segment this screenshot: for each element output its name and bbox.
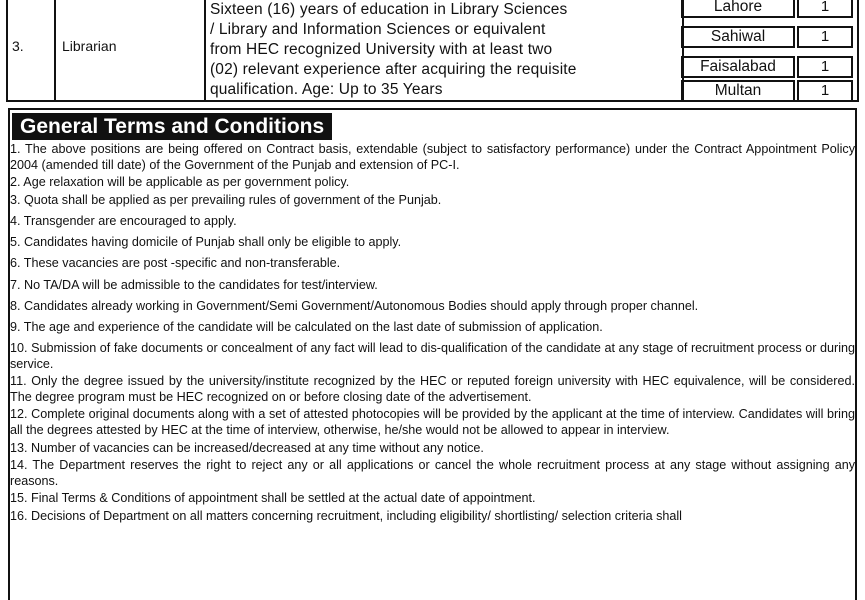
qualification-line: Sixteen (16) years of education in Library Sciences xyxy=(210,1,568,18)
post-title: Librarian xyxy=(62,38,117,54)
posts-count: 1 xyxy=(797,80,853,102)
term-item: 6. These vacancies are post -specific and non-transferable. xyxy=(10,256,341,271)
qualification-line: / Library and Information Sciences or equivalent xyxy=(210,21,546,38)
posts-count: 1 xyxy=(797,0,853,18)
section-heading: General Terms and Conditions xyxy=(12,113,332,140)
term-item: 15. Final Terms & Conditions of appointment shall be settled at the actual date of appointment. xyxy=(10,491,536,506)
term-item: 11. Only the degree issued by the university/institute recognized by the HEC or reputed foreign university with HEC equivalence, will be considered. The degree program must be HEC recognized on or before closing date of the advertisement. xyxy=(10,374,855,404)
term-item: 12. Complete original documents along with a set of attested photocopies will be provided by the applicant at the time of interview. Candidates will bring all the degrees attested by HEC at the time of interview, otherwise, he/she would not be allowed to appear in interview. xyxy=(10,407,855,438)
term-item: 16. Decisions of Department on all matters concerning recruitment, including eligibility/ shortlisting/ selection criteria shall xyxy=(10,509,682,524)
term-item: 14. The Department reserves the right to reject any or all applications or cancel the whole recruitment process at any stage without assigning any reasons. xyxy=(10,458,855,488)
station-faisalabad: Faisalabad xyxy=(681,56,795,78)
term-item: 8. Candidates already working in Government/Semi Government/Autonomous Bodies should apply through proper channel. xyxy=(10,298,699,313)
term-item: 9. The age and experience of the candidate will be calculated on the last date of submission of application. xyxy=(10,319,603,334)
column-divider xyxy=(204,0,206,100)
column-divider xyxy=(54,0,56,100)
serial-number: 3. xyxy=(12,38,24,54)
posts-count: 1 xyxy=(797,26,853,48)
posts-count: 1 xyxy=(797,56,853,78)
qualification-line: from HEC recognized University with at least two xyxy=(210,41,553,58)
term-item: 1. The above positions are being offered on Contract basis, extendable (subject to satisfactory performance) under the Contract Appointment Policy 2004 (amended till date) of the Government of the Punjab and extension of PC-I. xyxy=(10,142,855,172)
term-item: 7. No TA/DA will be admissible to the candidates for test/interview. xyxy=(10,277,378,292)
term-item: 5. Candidates having domicile of Punjab shall only be eligible to apply. xyxy=(10,235,402,250)
station-sahiwal: Sahiwal xyxy=(681,26,795,48)
term-item: 3. Quota shall be applied as per prevailing rules of government of the Punjab. xyxy=(10,192,442,207)
terms-list xyxy=(10,142,855,527)
station-lahore: Lahore xyxy=(681,0,795,18)
section-border-right xyxy=(855,140,857,600)
term-item: 2. Age relaxation will be applicable as per government policy. xyxy=(10,175,350,190)
qualification-line: qualification. Age: Up to 35 Years xyxy=(210,81,443,98)
term-item: 4. Transgender are encouraged to apply. xyxy=(10,213,237,228)
term-item: 13. Number of vacancies can be increased/decreased at any time without any notice. xyxy=(10,440,484,455)
qualification-text xyxy=(210,0,680,100)
station-multan: Multan xyxy=(681,80,795,102)
term-item: 10. Submission of fake documents or concealment of any fact will lead to dis-qualification of the candidate at any stage of recruitment process or during service. xyxy=(10,341,855,371)
qualification-line: (02) relevant experience after acquiring the requisite xyxy=(210,61,577,78)
